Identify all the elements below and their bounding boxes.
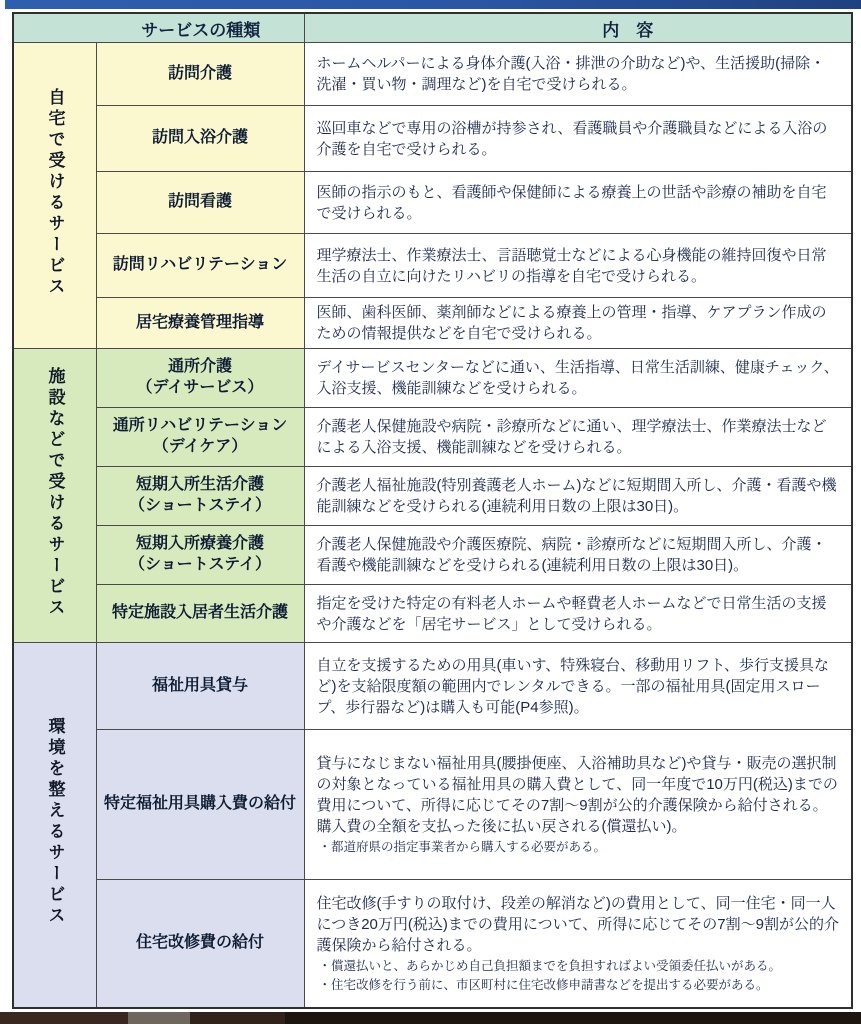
page-top-accent-bar [5,0,861,9]
service-description: 指定を受けた特定の有料老人ホームや軽費老人ホームなどで日常生活の支援や介護などを「居宅サービス」として受けられる。 [316,594,827,633]
photo-edge-segment [0,1012,128,1024]
photo-edge-segment [285,1012,861,1024]
service-description: 巡回車などで専用の浴槽が持参され、看護職員や介護職員などによる入浴の介護を自宅で受けられる。 [316,119,828,158]
service-name-cell: 福祉用具貸与 [96,643,304,730]
service-content-cell [304,730,852,880]
section-label-facility-text: 施設などで受けるサービス [45,367,65,619]
service-description: 自立を支援するための用具(車いす、特殊寝台、移動用リフト、歩行支援具など)を支給限度額の範囲内でレンタルできる。一部の福祉用具(固定用スロープ、歩行器など)は購入も可能(P4参照)。 [316,656,829,716]
service-name-line2: （デイサービス） [136,379,264,396]
table-row [13,234,852,298]
section-label-home [13,43,96,349]
service-name-cell: 住宅改修費の給付 [96,880,304,1008]
service-content-cell [304,43,852,106]
service-note: ・都道府県の指定事業者から購入する必要がある。 [318,840,607,854]
care-services-table [12,12,853,1009]
service-name-line2: （ショートステイ） [128,497,272,514]
service-name-cell: 訪問看護 [96,172,304,234]
table-row [13,298,852,349]
service-content-cell [304,585,852,643]
service-description: 医師、歯科医師、薬剤師などによる療養上の管理・指導、ケアプラン作成のための情報提供などを自宅で受けられる。 [316,304,827,342]
service-name-cell: 居宅療養管理指導 [96,298,304,349]
service-name-cell [96,526,304,585]
service-content-cell [304,298,852,349]
service-name-line1: 短期入所生活介護 [135,476,264,494]
section-label-environment-text: 環境を整えるサービス [45,717,65,928]
service-description: 住宅改修(手すりの取付け、段差の解消など)の費用として、同一住宅・同一人につき20万円(税込)までの費用について、所得に応じてその7割～9割が公的介護保険から給付される。 [316,894,839,954]
service-description: ホームヘルパーによる身体介護(入浴・排泄の介助など)や、生活援助(掃除・洗濯・買い物・調理など)を自宅で受けられる。 [316,55,826,93]
table-row [13,526,852,585]
service-name-cell [96,408,304,467]
service-content-cell [304,234,852,298]
service-content-cell [304,467,852,526]
service-name-cell [96,349,304,408]
table-row [13,730,852,880]
table-row [13,880,852,1008]
service-content-cell [304,408,852,467]
table-row [13,172,852,234]
section-label-home-text: 自宅で受けるサービス [45,88,65,298]
photo-edge-strip [0,1012,861,1024]
service-description: デイサービスセンターなどに通い、生活指導、日常生活訓練、健康チェック、入浴支援、機能訓練などを受けられる。 [316,359,839,397]
table-row [13,643,852,730]
table-row [13,43,852,106]
photo-edge-segment [128,1012,190,1024]
service-name-line1: 通所リハビリテーション [112,417,288,435]
table-header-row [13,13,852,43]
service-note: ・住宅改修を行う前に、市区町村に住宅改修申請書などを提出する必要がある。 [318,977,769,992]
service-description: 理学療法士、作業療法士、言語聴覚士などによる心身機能の維持回復や日常生活の自立に向けたリハビリの指導を自宅で受けられる。 [316,246,827,285]
service-name-line2: （デイケア） [152,438,248,455]
service-content-cell [304,526,852,585]
service-description: 介護老人保健施設や病院・診療所などに通い、理学療法士、作業療法士などによる入浴支援、機能訓練などを受けられる。 [316,418,827,456]
service-description: 医師の指示のもと、看護師や保健師による療養上の世話や診療の補助を自宅で受けられる。 [316,183,827,222]
service-name-cell: 訪問介護 [96,43,304,106]
photo-edge-segment [190,1012,285,1024]
service-content-cell [304,172,852,234]
service-name-line2: （ショートステイ） [128,556,272,573]
service-content-cell [304,349,852,408]
service-content-cell [304,643,852,730]
service-description: 介護老人福祉施設(特別養護老人ホーム)などに短期間入所し、介護・看護や機能訓練などを受けられる(連続利用日数の上限は30日)。 [316,477,837,515]
service-content-cell [304,880,852,1008]
table-row [13,106,852,172]
service-note: ・償還払いと、あらかじめ自己負担額までを負担すればよい受領委任払いがある。 [318,958,782,973]
section-label-facility [13,349,96,643]
header-content: 内 容 [304,13,852,43]
table-row [13,467,852,526]
section-label-environment [13,643,96,1008]
service-name-cell: 特定福祉用具購入費の給付 [96,730,304,880]
service-description: 貸与になじまない福祉用具(腰掛便座、入浴補助具など)や貸与・販売の選択制の対象となっている福祉用具の購入費として、同一年度で10万円(税込)までの費用について、所得に応じてその7割～9割が公的介護保険から給付される。購入費の全額を支払った後に払い戻される(償還払い)。 [316,755,838,835]
service-name-cell: 訪問入浴介護 [96,106,304,172]
service-content-cell [304,106,852,172]
service-name-line1: 通所介護 [167,358,232,376]
service-name-line1: 短期入所療養介護 [135,535,264,553]
table-row [13,585,852,643]
service-name-cell: 訪問リハビリテーション [96,234,304,298]
header-service-type: サービスの種類 [13,13,304,43]
table-row [13,349,852,408]
table-row [13,408,852,467]
service-name-cell: 特定施設入居者生活介護 [96,585,304,643]
service-description: 介護老人保健施設や介護医療院、病院・診療所などに短期間入所し、介護・看護や機能訓練などを受けられる(連続利用日数の上限は30日)。 [316,536,827,574]
service-name-cell [96,467,304,526]
